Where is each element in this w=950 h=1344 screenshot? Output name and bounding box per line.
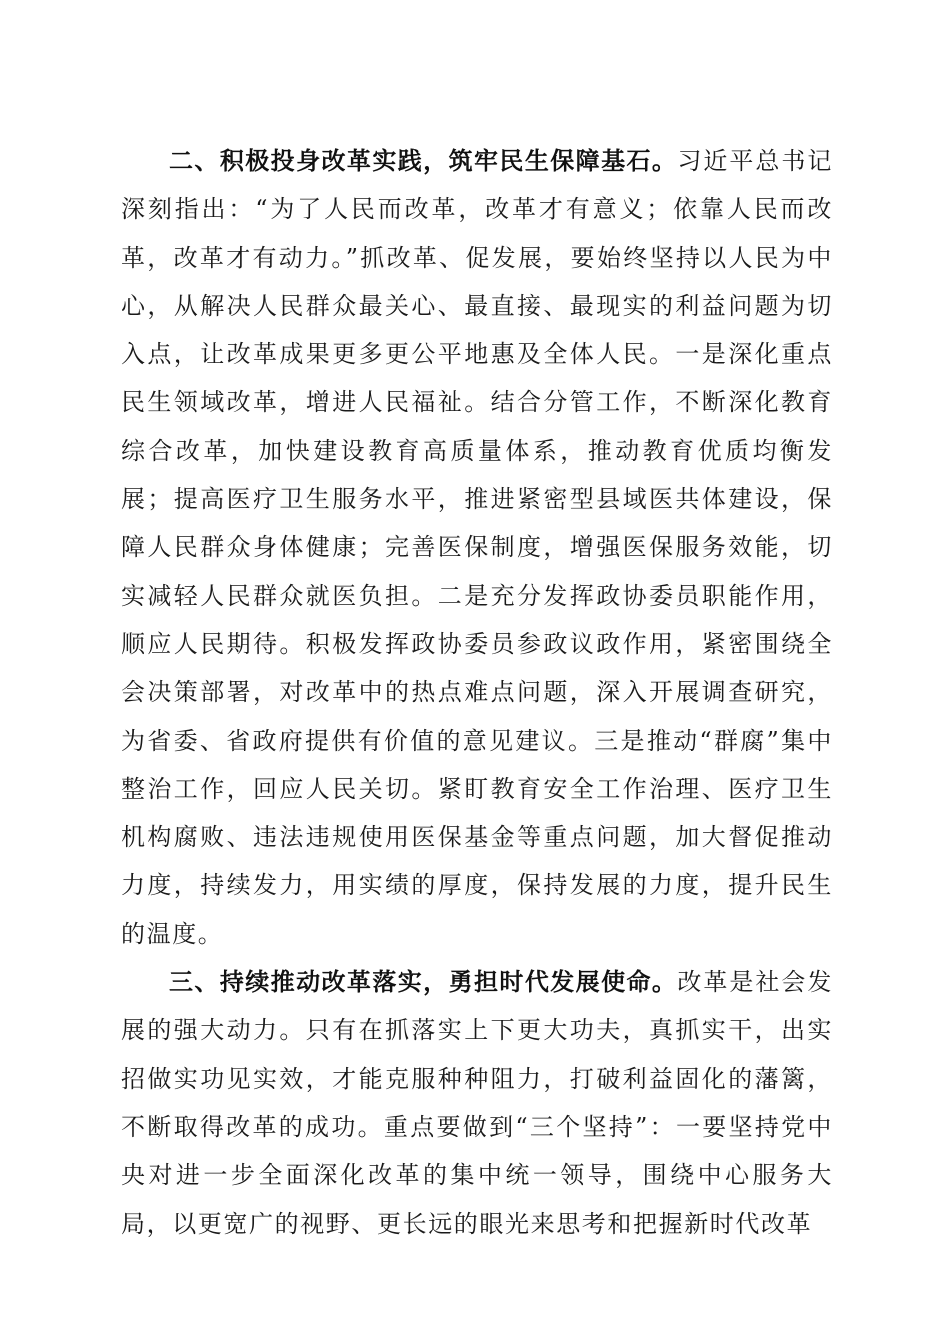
section-3-heading: 三、持续推动改革落实，勇担时代发展使命。 bbox=[169, 968, 678, 997]
paragraph-section-2 bbox=[121, 137, 833, 958]
section-2-heading: 二、积极投身改革实践，筑牢民生保障基石。 bbox=[169, 147, 678, 175]
document-body bbox=[121, 137, 833, 1248]
section-2-text: 习近平总书记深刻指出：“为了人民而改革，改革才有意义；依靠人民而改革，改革才有动力。”抓改革、促发展，要始终坚持以人民为中心，从解决人民群众最关心、最直接、最现实的利益问题为切入点，让改革成果更多更公平地惠及全体人民。一是深化重点民生领域改革，增进人民福祉。结合分管工作，不断深化教育综合改革，加快建设教育高质量体系，推动教育优质均衡发展；提高医疗卫生服务水平，推进紧密型县域医共体建设，保障人民群众身体健康；完善医保制度，增强医保服务效能，切实减轻人民群众就医负担。二是充分发挥政协委员职能作用，顺应人民期待。积极发挥政协委员参政议政作用，紧密围绕全会决策部署，对改革中的热点难点问题，深入开展调查研究，为省委、省政府提供有价值的意见建议。三是推动“群腐”集中整治工作，回应人民关切。紧盯教育安全工作治理、医疗卫生机构腐败、违法违规使用医保基金等重点问题，加大督促推动力度，持续发力，用实绩的厚度，保持发展的力度，提升民生的温度。 bbox=[121, 147, 833, 948]
paragraph-section-3 bbox=[121, 958, 833, 1248]
section-3-text: 改革是社会发展的强大动力。只有在抓落实上下更大功夫，真抓实干，出实招做实功见实效，才能克服种种阻力，打破利益固化的藩篱，不断取得改革的成功。重点要做到“三个坚持”：一要坚持党中央对进一步全面深化改革的集中统一领导，围绕中心服务大局，以更宽广的视野、更长远的眼光来思考和把握新时代改革 bbox=[121, 968, 833, 1238]
